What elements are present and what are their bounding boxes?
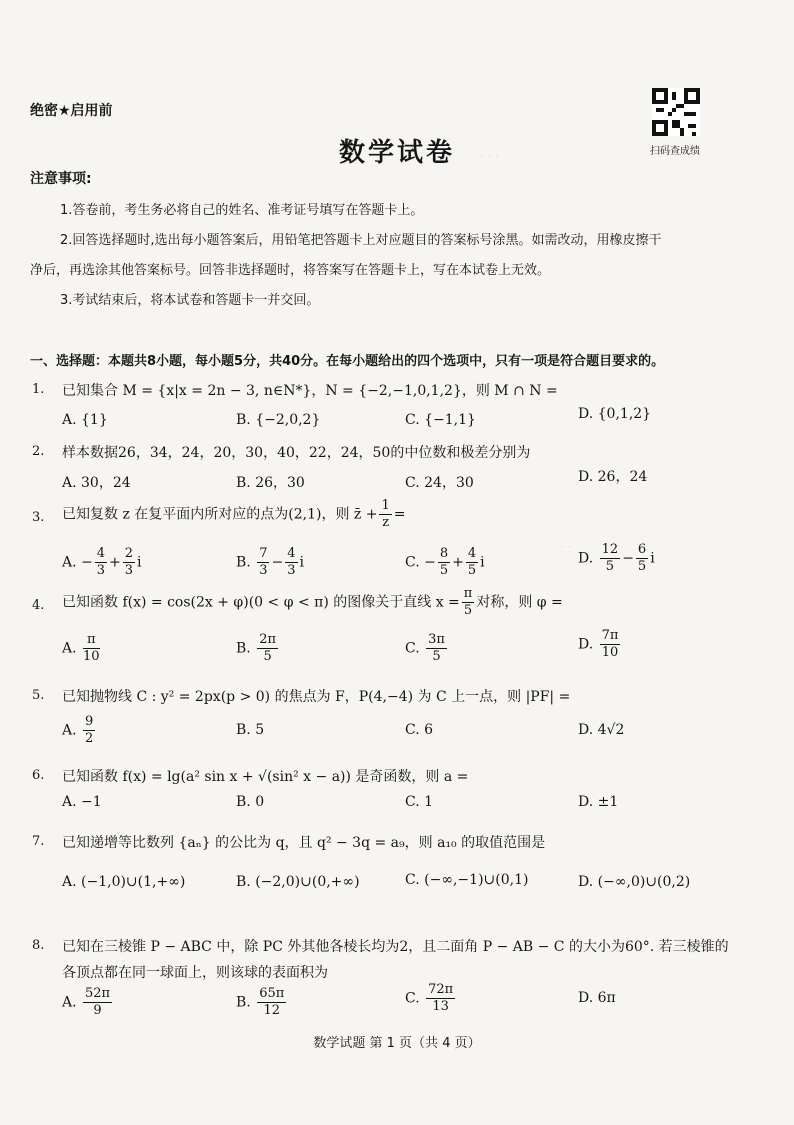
option-a: A. − $\frac{4}{3}$ + $\frac{2}{3}$ i <box>62 546 142 578</box>
option-a: A. 30，24 <box>62 475 131 491</box>
option-a: A. −1 <box>62 794 102 810</box>
option-d: D. $\frac{12}{5}$ − $\frac{6}{5}$ i <box>578 542 655 574</box>
option-b: B. $\frac{65\pi}{12}$ <box>236 986 285 1018</box>
question-number: 2. <box>32 444 45 459</box>
question-stem: 已知在三棱锥 P − ABC 中，除 PC 外其他各棱长均为2，且二面角 P − AB − C 的大小为60°. 若三棱锥的 <box>62 939 729 955</box>
question-stem-cont: 各顶点都在同一球面上，则该球的表面积为 <box>62 965 328 981</box>
option-c: C. 6 <box>405 722 434 738</box>
option-d: D. 4√2 <box>578 722 625 738</box>
notice-heading: 注意事项: <box>30 171 92 187</box>
question-number: 1. <box>32 382 45 397</box>
page-title: 数学试卷 <box>338 138 455 168</box>
question-number: 3. <box>32 510 45 525</box>
option-a: A. {1} <box>62 412 108 428</box>
option-b: B. $\frac{2\pi}{5}$ <box>236 632 277 664</box>
option-c: C. {−1,1} <box>405 412 476 428</box>
option-b: B. $\frac{7}{3}$ − $\frac{4}{3}$ i <box>236 546 304 578</box>
section-heading: 一、选择题：本题共8小题，每小题5分，共40分。在每小题给出的四个选项中，只有一项是符合题目要求的。 <box>30 354 665 369</box>
option-c: C. 1 <box>405 794 434 810</box>
option-a: A. $\frac{52\pi}{9}$ <box>62 986 111 1018</box>
option-d: D. (−∞,0)∪(0,2) <box>578 874 691 890</box>
question-stem: 已知递增等比数列 {aₙ} 的公比为 q，且 q² − 3q = a₉，则 a₁₀ 的取值范围是 <box>62 835 546 851</box>
option-c: C. (−∞,−1)∪(0,1) <box>405 872 529 888</box>
option-b: B. 0 <box>236 794 265 810</box>
fraction: $\frac{1}{z}$ <box>381 498 390 530</box>
option-c: C. − $\frac{8}{5}$ + $\frac{4}{5}$ i <box>405 546 485 578</box>
notice-line-1: 1.答卷前，考生务必将自己的姓名、准考证号填写在答题卡上。 <box>60 203 424 218</box>
question-stem: 已知函数 f(x) = lg(a² sin x + √(sin² x − a)) 是奇函数，则 a = <box>62 769 469 785</box>
option-c: C. 24，30 <box>405 475 474 491</box>
notice-line-4: 3.考试结束后，将本试卷和答题卡一并交回。 <box>60 293 320 308</box>
question-stem: 已知集合 M = {x|x = 2n − 3, n∈N*}，N = {−2,−1,0,1,2}，则 M ∩ N = <box>62 383 558 399</box>
option-d: D. $\frac{7\pi}{10}$ <box>578 628 619 660</box>
option-d: D. ±1 <box>578 794 619 810</box>
option-b: B. (−2,0)∪(0,+∞) <box>236 874 360 890</box>
option-b: B. 5 <box>236 722 265 738</box>
option-a: A. $\frac{\pi}{10}$ <box>62 632 100 664</box>
question-number: 7. <box>32 834 45 849</box>
question-number: 5. <box>32 688 45 703</box>
question-stem: 已知函数 f(x) = cos(2x + φ)(0 < φ < π) 的图像关于直线 x = $\frac{\pi}{5}$ 对称，则 φ = <box>62 586 563 618</box>
question-stem: 已知抛物线 C : y² = 2px(p > 0) 的焦点为 F，P(4,−4) 为 C 上一点，则 |PF| = <box>62 689 571 705</box>
qr-label: 扫码查成绩 <box>650 146 700 157</box>
option-b: B. 26，30 <box>236 475 305 491</box>
option-c: C. $\frac{72\pi}{13}$ <box>405 982 454 1014</box>
option-d: D. 26，24 <box>578 469 648 485</box>
question-stem: 样本数据26，34，24，20，30，40，22，24，50的中位数和极差分别为 <box>62 445 531 461</box>
qr-code-icon <box>652 88 700 136</box>
option-b: B. {−2,0,2} <box>236 412 321 428</box>
notice-line-2: 2.回答选择题时,选出每小题答案后，用铅笔把答题卡上对应题目的答案标号涂黑。如需改动，用橡皮擦干 <box>60 233 662 248</box>
secret-mark: 绝密★启用前 <box>30 103 113 119</box>
option-a: A. $\frac{9}{2}$ <box>62 714 94 746</box>
fraction: $\frac{\pi}{5}$ <box>463 586 473 618</box>
option-d: D. 6π <box>578 990 616 1006</box>
question-number: 6. <box>32 768 45 783</box>
option-d: D. {0,1,2} <box>578 406 652 422</box>
notice-line-3: 净后，再选涂其他答案标号。回答非选择题时，将答案写在答题卡上，写在本试卷上无效。 <box>30 263 551 278</box>
exam-page: 绝密★启用前 数学试卷 扫码查成绩 · · · · · 注意事项: 1.答卷前，考生务必将自己的姓名、准考证号填写在答题卡上。 2.回答选择题时,选出每小题答案后，用铅笔把答题卡上对应题目的答案标号涂黑。如需改动，用橡皮擦干 净后，再选涂其他答案标号。回答非选择题时，将答案写在答题卡上，写在本试卷上无效。 3.考试结束后，将本试卷和答题卡一并交回。 一、选择题：本题共8小题，每小题5分，共40分。在每小题给出的四个选项中，只有一项是符合题目要求的。 1. 已知集合 M = {x|x = 2n − 3, n∈N*}，N = {−2,−1,0,1,2}，则 M ∩ N = A. {1} B. {−2,0,2} C. {−1,1} D. {0,1,2} 2. 样本数据26，34，24，20，30，40，22，24，50的中位数和极差分别为 A. 30，24 B. 26，30 C. 24，30 D. 26，24 3. 已知复数 z 在复平面内所对应的点为(2,1)，则 z̄ + $\frac{1}{z}$ = A. − $\frac{4}{3}$ + $\frac{2}{3}$ i B. $\frac{7}{3}$ − $\frac{4}{3}$ i C. − $\frac{8}{5}$ + $\frac{4}{5}$ i D. $\frac{12}{5}$ − $\frac{6}{5}$ i 4. 已知函数 f(x) = cos(2x + φ)(0 < φ < π) 的图像关于直线 x = $\frac{\pi}{5}$ 对称，则 φ = A. $\frac{\pi}{10}$ B. $\frac{2\pi}{5}$ C. $\frac{3\pi}{5}$ D. $\frac{7\pi}{10}$ 5. 已知抛物线 C : y² = 2px(p > 0) 的焦点为 F，P(4,−4) 为 C 上一点，则 |PF| = A. $\frac{9}{2}$ B. 5 C. 6 D. 4√2 6. 已知函数 f(x) = lg(a² sin x + √(sin² x − a)) 是奇函数，则 a = A. −1 B. 0 C. 1 D. ±1 7. 已知递增等比数列 {aₙ} 的公比为 q，且 q² − 3q = a₉，则 a₁₀ 的取值范围是 A. (−1,0)∪(1,+∞) B. (−2,0)∪(0,+∞) C. (−∞,−1)∪(0,1) D. (−∞,0)∪(0,2) 8. 已知在三棱锥 P − ABC 中，除 PC 外其他各棱长均为2，且二面角 P − AB − C 的大小为60°. 若三棱锥的 各顶点都在同一球面上，则该球的表面积为 A. $\frac{52\pi}{9}$ B. $\frac{65\pi}{12}$ C. $\frac{72\pi}{13}$ D. 6π 数学试题 第 1 页（共 4 页） <box>0 0 794 1125</box>
option-a: A. (−1,0)∪(1,+∞) <box>62 874 186 890</box>
option-c: C. $\frac{3\pi}{5}$ <box>405 632 445 664</box>
question-number: 8. <box>32 938 45 953</box>
question-number: 4. <box>32 598 45 613</box>
page-footer: 数学试题 第 1 页（共 4 页） <box>313 1036 481 1051</box>
question-stem: 已知复数 z 在复平面内所对应的点为(2,1)，则 z̄ + $\frac{1}{z}$ = <box>62 498 406 530</box>
